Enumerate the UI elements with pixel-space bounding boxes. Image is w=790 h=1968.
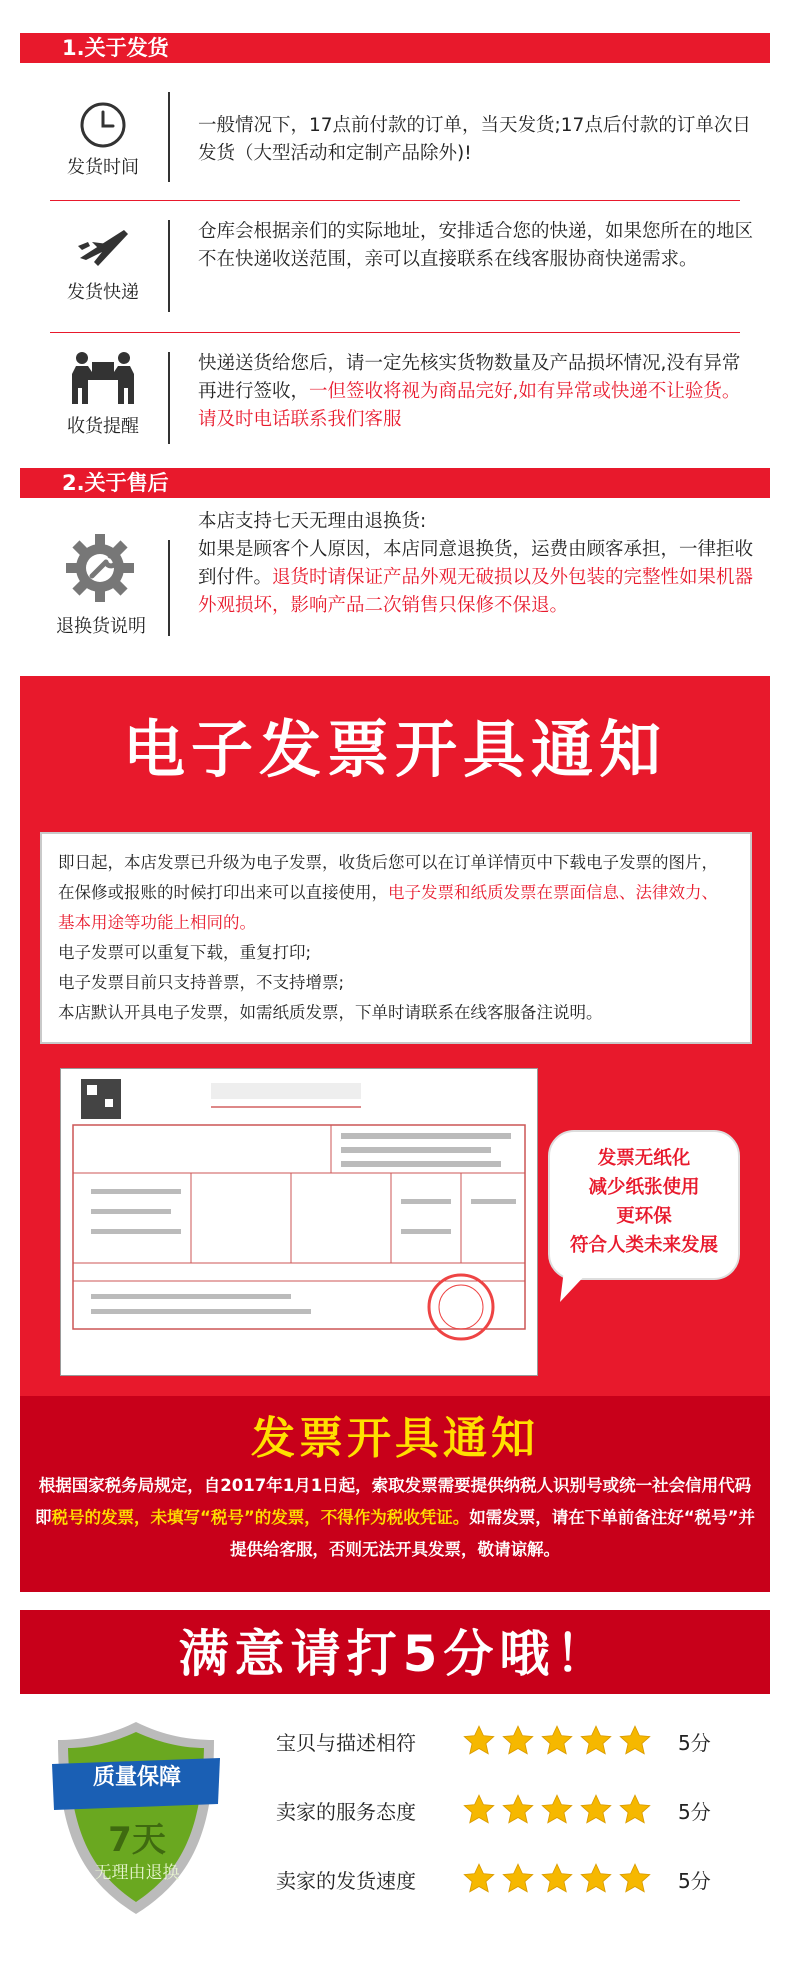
- rating-score: 5分: [678, 1800, 711, 1824]
- row-label-return: 退换货说明: [56, 616, 146, 637]
- return-policy-text: 本店支持七天无理由退换货: 如果是顾客个人原因，本店同意退换货，运费由顾客承担，一律拒收到付件。退货时请保证产品外观无破损以及外包装的完整性如果机器外观损坏，影响产品二次销售只保修不保退。: [198, 511, 754, 616]
- bubble-line: 更环保: [616, 1206, 672, 1227]
- star-icon[interactable]: [618, 1793, 652, 1827]
- section-bar-shipping: 1.关于发货: [20, 33, 770, 63]
- ship-time-text: 一般情况下，17点前付款的订单，当天发货;17点后付款的订单次日发货（大型活动和定制产品除外)!: [198, 115, 751, 164]
- rating-stars[interactable]: [462, 1862, 652, 1896]
- divider-vertical: [168, 352, 170, 444]
- clock-icon: [78, 100, 128, 150]
- rating-stars[interactable]: [462, 1724, 652, 1758]
- section-bar-aftersale: 2.关于售后: [20, 468, 770, 498]
- rating-score: 5分: [678, 1869, 711, 1893]
- star-icon[interactable]: [579, 1793, 613, 1827]
- divider-horizontal: [50, 332, 740, 333]
- star-icon[interactable]: [501, 1862, 535, 1896]
- star-icon[interactable]: [462, 1724, 496, 1758]
- bubble-line: 减少纸张使用: [588, 1177, 700, 1198]
- einvoice-paragraph: 电子发票目前只支持普票，不支持增票;: [58, 973, 345, 992]
- star-icon[interactable]: [618, 1724, 652, 1758]
- invoice-sample-image: [60, 1068, 538, 1376]
- einvoice-paragraph: 即日起，本店发票已升级为电子发票，收货后您可以在订单详情页中下载电子发票的图片，在保修或报账的时候打印出来可以直接使用，电子发票和纸质发票在票面信息、法律效力、基本用途等功能上相同的。: [58, 853, 718, 932]
- row-label-courier: 发货快递: [67, 282, 139, 303]
- star-icon[interactable]: [579, 1862, 613, 1896]
- invoice-notice-title: 发票开具通知: [251, 1413, 539, 1464]
- divider-horizontal: [50, 200, 740, 201]
- bubble-tail: [560, 1270, 600, 1304]
- delivery-people-icon: [68, 350, 138, 406]
- badge-line1: 质量保障: [92, 1765, 181, 1790]
- row-label-receipt: 收货提醒: [67, 416, 139, 437]
- airplane-icon: [74, 222, 130, 272]
- gear-wrench-icon: [62, 530, 138, 606]
- invoice-notice-text: 根据国家税务局规定，自2017年1月1日起，索取发票需要提供纳税人识别号或统一社会信用代码即税号的发票，未填写“税号”的发票，不得作为税收凭证。如需发票，请在下单前备注好“税号”并提供给客服，否则无法开具发票，敬请谅解。: [35, 1476, 755, 1559]
- eco-speech-bubble: [548, 1130, 740, 1280]
- bubble-line: 符合人类未来发展: [569, 1235, 718, 1256]
- rating-stars[interactable]: [462, 1793, 652, 1827]
- star-icon[interactable]: [462, 1793, 496, 1827]
- star-icon[interactable]: [540, 1862, 574, 1896]
- einvoice-notice-box: [40, 832, 752, 1044]
- divider-vertical: [168, 92, 170, 182]
- rating-score: 5分: [678, 1731, 711, 1755]
- star-icon[interactable]: [501, 1724, 535, 1758]
- rating-label: 卖家的发货速度: [276, 1869, 416, 1893]
- einvoice-paragraph: 本店默认开具电子发票，如需纸质发票，下单时请联系在线客服备注说明。: [58, 1003, 603, 1022]
- star-icon[interactable]: [540, 1724, 574, 1758]
- divider-vertical: [168, 220, 170, 312]
- divider-vertical: [168, 540, 170, 636]
- badge-line2: 7天: [108, 1820, 166, 1860]
- star-icon[interactable]: [579, 1724, 613, 1758]
- bubble-line: 发票无纸化: [597, 1148, 691, 1169]
- star-icon[interactable]: [618, 1862, 652, 1896]
- einvoice-paragraph: 电子发票可以重复下载，重复打印;: [58, 943, 312, 962]
- courier-text: 仓库会根据亲们的实际地址，安排适合您的快递，如果您所在的地区不在快递收送范围，亲可以直接联系在线客服协商快递需求。: [198, 221, 754, 270]
- star-icon[interactable]: [540, 1793, 574, 1827]
- rating-label: 卖家的服务态度: [276, 1800, 416, 1824]
- rating-label: 宝贝与描述相符: [276, 1731, 416, 1755]
- rating-title: 满意请打5分哦！: [178, 1625, 612, 1683]
- row-label-ship-time: 发货时间: [67, 157, 139, 178]
- einvoice-title: 电子发票开具通知: [122, 713, 667, 786]
- badge-line3: 无理由退换: [94, 1863, 180, 1883]
- star-icon[interactable]: [462, 1862, 496, 1896]
- receipt-text: 快递送货给您后，请一定先核实货物数量及产品损坏情况,没有异常再进行签收，一但签收将视为商品完好,如有异常或快递不让验货。请及时电话联系我们客服: [198, 353, 741, 430]
- star-icon[interactable]: [501, 1793, 535, 1827]
- invoice-graphic: [61, 1069, 537, 1375]
